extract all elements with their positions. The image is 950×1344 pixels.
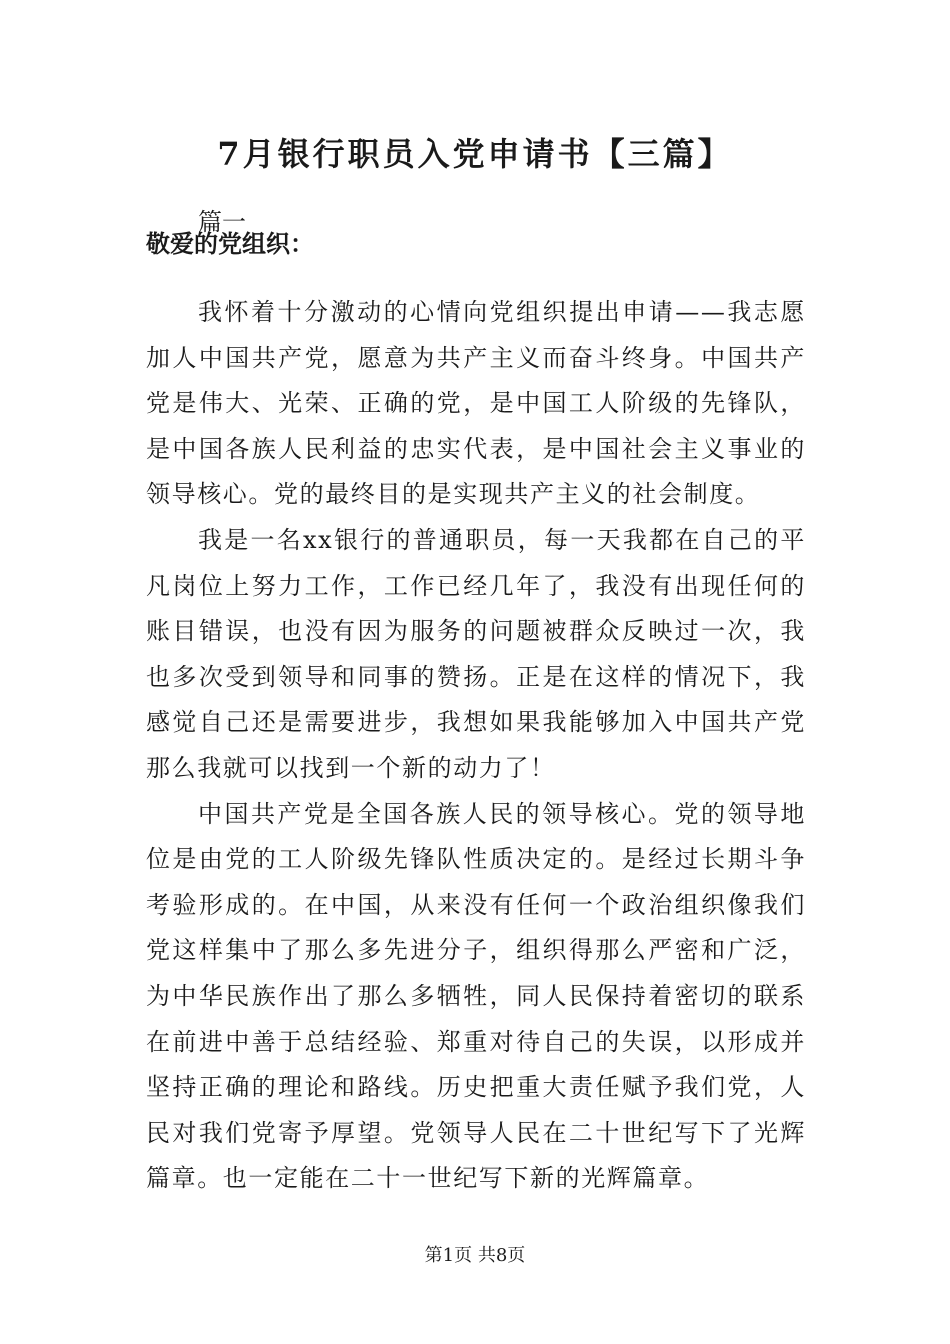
document-title: 7月银行职员入党申请书【三篇】 [217,135,733,173]
paragraph-2: 我是一名xx银行的普通职员，每一天我都在自己的平凡岗位上努力工作，工作已经几年了，我没有出现任何的账目错误，也没有因为服务的问题被群众反映过一次，我也多次受到领导和同事的赞扬。正是在这样的情况下，我感觉自己还是需要进步，我想如果我能够加入中国共产党那么我就可以找到一个新的动力了！ [146,525,806,782]
document-body [146,290,806,1202]
paragraph-1: 我怀着十分激动的心情向党组织提出申请——我志愿加人中国共产党，愿意为共产主义而奋斗终身。中国共产党是伟大、光荣、正确的党，是中国工人阶级的先锋队，是中国各族人民利益的忠实代表，是中国社会主义事业的领导核心。党的最终目的是实现共产主义的社会制度。 [146,298,806,509]
paragraph-3: 中国共产党是全国各族人民的领导核心。党的领导地位是由党的工人阶级先锋队性质决定的。是经过长期斗争考验形成的。在中国，从来没有任何一个政治组织像我们党这样集中了那么多先进分子，组织得那么严密和广泛，为中华民族作出了那么多牺牲，同人民保持着密切的联系在前进中善于总结经验、郑重对待自己的失误，以形成并坚持正确的理论和路线。历史把重大责任赋予我们党，人民对我们党寄予厚望。党领导人民在二十世纪写下了光辉篇章。也一定能在二十一世纪写下新的光辉篇章。 [146,799,806,1193]
section-label: 篇一 [198,208,246,236]
page-indicator: 第1页 共8页 [424,1245,526,1266]
salutation: 敬爱的党组织： [146,229,314,258]
